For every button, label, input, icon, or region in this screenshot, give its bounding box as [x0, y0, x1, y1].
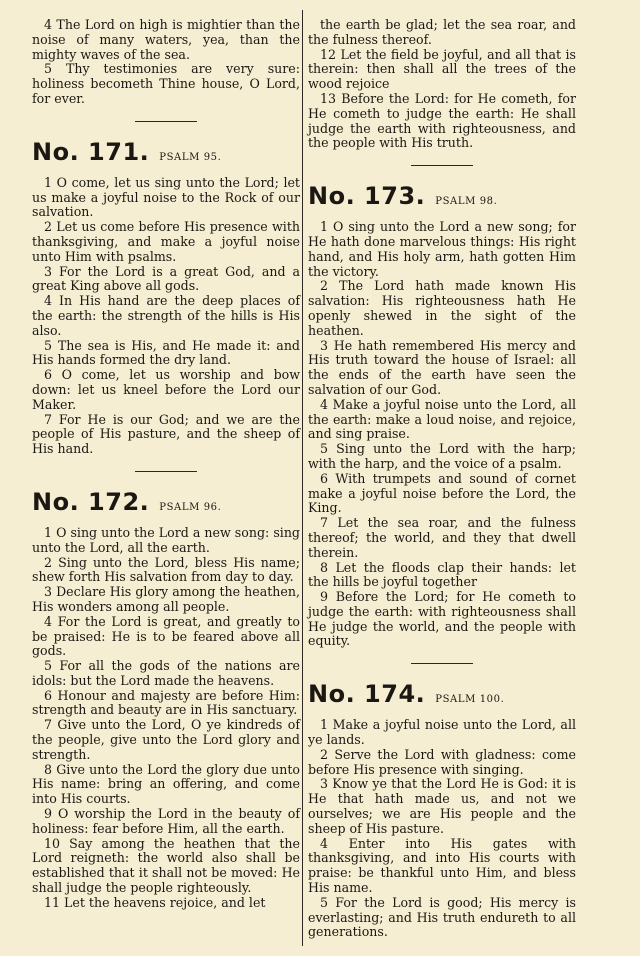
left-column	[32, 18, 300, 911]
verse: 6 O come, let us worship and bow down: let us kneel before the Lord our Maker.	[32, 367, 300, 412]
verse: 4 The Lord on high is mightier than the noise of many waters, yea, than the mighty waves of the sea.	[32, 17, 300, 62]
verse: 1 O sing unto the Lord a new song: sing unto the Lord, all the earth.	[32, 524, 300, 555]
verse: 9 O worship the Lord in the beauty of holiness: fear before Him, all the earth.	[32, 806, 300, 836]
verse: 9 Before the Lord; for He cometh to judge the earth: with righteousness shall He judge the world, and the people with equity.	[308, 589, 576, 649]
reading-heading-173	[308, 182, 576, 210]
reading-heading-171	[32, 138, 300, 166]
verse: 5 Sing unto the Lord with the harp; with the harp, and the voice of a psalm.	[308, 441, 576, 471]
psalm-reference: PSALM 98.	[435, 196, 498, 208]
verse: 1 Make a joyful noise unto the Lord, all ye lands.	[308, 717, 576, 748]
reading-heading-174	[308, 680, 576, 708]
verse: 4 In His hand are the deep places of the earth: the strength of the hills is His also.	[32, 293, 300, 338]
psalm-reference: PSALM 95.	[159, 151, 222, 163]
verse: 2 Serve the Lord with gladness: come before His presence with singing.	[308, 746, 576, 777]
verse: 3 Declare His glory among the heathen, His wonders among all people.	[32, 584, 300, 614]
verse: 7 Give unto the Lord, O ye kindreds of the people, give unto the Lord glory and strength.	[32, 717, 300, 762]
reading-number: No. 172.	[32, 487, 150, 516]
verse: 8 Let the floods clap their hands: let the hills be joyful together	[308, 559, 576, 590]
verse: 3 Know ye that the Lord He is God: it is He that hath made us, and not we ourselves; we are His people and the sheep of His pasture.	[308, 776, 576, 836]
column-divider	[302, 10, 303, 946]
verse: the earth be glad; let the sea roar, and the fulness thereof.	[308, 17, 576, 47]
verse: 13 Before the Lord: for He cometh, for He cometh to judge the earth: He shall judge the earth with righteousness, and the people with His truth.	[308, 90, 576, 151]
verse: 5 For all the gods of the nations are idols: but the Lord made the heavens.	[32, 658, 300, 688]
reading-number: No. 174.	[308, 680, 426, 709]
verse: 1 O come, let us sing unto the Lord; let us make a joyful noise to the Rock of our salvation.	[32, 174, 300, 220]
verse: 7 Let the sea roar, and the fulness thereof; the world, and they that dwell therein.	[308, 515, 576, 560]
reading-number: No. 173.	[308, 182, 426, 211]
psalm-reference: PSALM 100.	[435, 694, 505, 706]
right-column	[308, 18, 576, 940]
section-divider	[135, 471, 197, 472]
section-divider	[135, 121, 197, 122]
verse: 12 Let the field be joyful, and all that is therein: then shall all the trees of the wood rejoice	[308, 46, 576, 92]
verse: 6 Honour and majesty are before Him: strength and beauty are in His sanctuary.	[32, 687, 300, 718]
verse: 3 He hath remembered His mercy and His truth toward the house of Israel: all the ends of the earth have seen the salvation of our God.	[308, 337, 576, 397]
verse: 8 Give unto the Lord the glory due unto His name: bring an offering, and come into His courts.	[32, 761, 300, 807]
verse: 10 Say among the heathen that the Lord reigneth: the world also shall be established that it shall not be moved: He shall judge the people righteously.	[32, 835, 300, 896]
verse: 4 Enter into His gates with thanksgiving, and into His courts with praise: be thankful unto Him, and bless His name.	[308, 835, 576, 896]
verse: 11 Let the heavens rejoice, and let	[44, 894, 266, 910]
verse: 2 The Lord hath made known His salvation: His righteousness hath He openly shewed in the sight of the heathen.	[308, 278, 576, 338]
section-divider	[411, 663, 473, 664]
verse: 5 Thy testimonies are very sure: holiness becometh Thine house, O Lord, for ever.	[32, 61, 300, 106]
verse: 2 Sing unto the Lord, bless His name; shew forth His salvation from day to day.	[32, 554, 300, 585]
reading-heading-172	[32, 488, 300, 516]
section-divider	[411, 165, 473, 166]
verse: 4 For the Lord is great, and greatly to be praised: He is to be feared above all gods.	[32, 613, 300, 659]
verse: 5 For the Lord is good; His mercy is everlasting; and His truth endureth to all generations.	[308, 894, 576, 940]
psalm-reference: PSALM 96.	[159, 501, 222, 513]
verse: 7 For He is our God; and we are the people of His pasture, and the sheep of His hand.	[32, 411, 300, 457]
verse: 3 For the Lord is a great God, and a great King above all gods.	[32, 263, 300, 294]
verse: 5 The sea is His, and He made it: and His hands formed the dry land.	[32, 337, 300, 368]
reading-number: No. 171.	[32, 137, 150, 166]
verse: 1 O sing unto the Lord a new song; for He hath done marvelous things: His right hand, and His holy arm, hath gotten Him the victory.	[308, 219, 576, 279]
verse: 2 Let us come before His presence with thanksgiving, and make a joyful noise unto Him with psalms.	[32, 219, 300, 264]
verse: 4 Make a joyful noise unto the Lord, all the earth: make a loud noise, and rejoice, and sing praise.	[308, 396, 576, 442]
verse: 6 With trumpets and sound of cornet make a joyful noise before the Lord, the King.	[308, 470, 576, 516]
